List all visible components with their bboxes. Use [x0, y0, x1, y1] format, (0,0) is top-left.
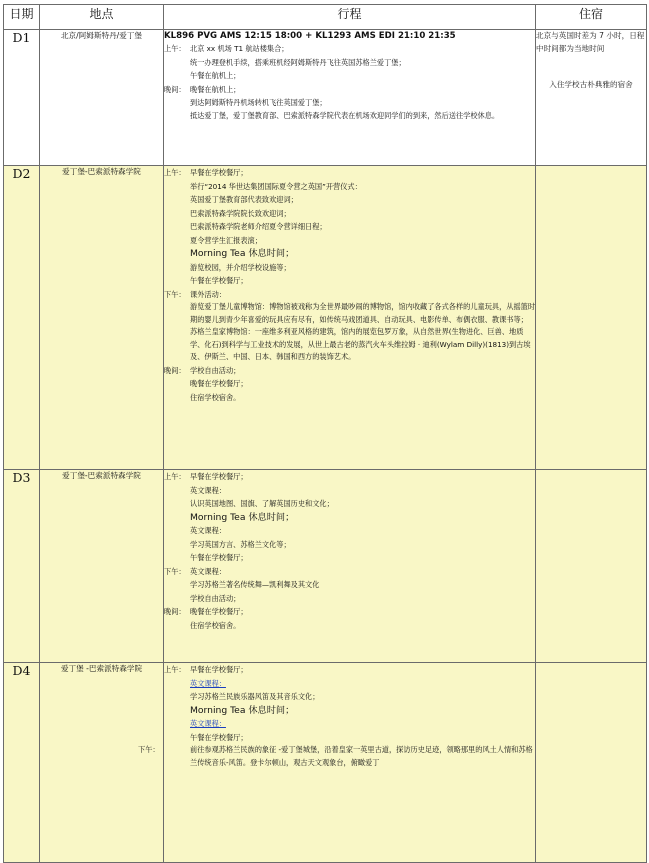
schedule-text: 英文课程：	[190, 566, 226, 576]
schedule-text: 晚餐在学校餐厅；	[190, 607, 248, 616]
schedule-line	[164, 326, 535, 364]
schedule-line	[164, 619, 535, 633]
header-day: 日期	[4, 5, 40, 30]
schedule-line	[164, 578, 535, 592]
schedule-text: 抵达爱丁堡，爱丁堡教育部、巴索派特森学院代表在机场欢迎同学们的到来，然后送往学校休息。	[190, 110, 500, 120]
schedule-line	[164, 677, 535, 691]
schedule-text: 早餐在学校餐厅；	[190, 168, 248, 177]
day-row	[4, 166, 647, 470]
course-link[interactable]: 英文课程：	[190, 678, 226, 688]
schedule-line	[164, 274, 535, 288]
schedule-line	[164, 511, 535, 525]
schedule-text: 课外活动：	[190, 289, 226, 299]
schedule-line	[164, 220, 535, 234]
schedule-text: 夏令营学生汇报表演；	[190, 235, 262, 245]
schedule-period-line	[164, 288, 535, 302]
schedule-text: 早餐在学校餐厅；	[190, 665, 248, 674]
schedule-period-line	[164, 565, 535, 579]
schedule-text: 英国爱丁堡教育部代表致欢迎词；	[190, 195, 298, 204]
schedule-cell	[138, 663, 536, 863]
period-label: 上午：	[164, 472, 186, 481]
schedule-text: 午餐在航机上；	[190, 71, 241, 80]
flight-info: KL896 PVG AMS 12:15 18:00 + KL1293 AMS EDI 21:10 21:35	[164, 31, 456, 41]
schedule-line	[164, 391, 535, 405]
schedule-text: 到达阿姆斯特丹机场转机飞往英国爱丁堡；	[190, 98, 327, 107]
period-label: 晚间：	[164, 84, 186, 94]
schedule-text: Morning Tea 休息时间；	[190, 248, 295, 259]
schedule-line	[164, 193, 535, 207]
stay-cell	[536, 166, 647, 470]
header-place: 地点	[40, 5, 164, 30]
schedule-line	[164, 110, 535, 123]
stay-note: 入住学校古朴典雅的宿舍	[549, 80, 633, 89]
schedule-text: 住宿学校宿舍。	[190, 620, 241, 630]
schedule-period-line	[164, 663, 535, 677]
schedule-line	[164, 377, 535, 391]
schedule-period-line	[164, 83, 535, 97]
schedule-text: 巴索派特森学院院长致欢迎词；	[190, 208, 291, 218]
schedule-cell	[164, 30, 536, 166]
header-schedule: 行程	[164, 5, 536, 30]
schedule-text: 英文课程：	[190, 485, 226, 495]
schedule-text: 巴索派特森学院老师介绍夏令营详细日程；	[190, 222, 327, 231]
place-cell: 爱丁堡-巴索派特森学院	[40, 470, 164, 663]
schedule-line	[164, 551, 535, 565]
schedule-line	[164, 96, 535, 110]
schedule-period-line	[164, 470, 535, 484]
day-cell: D2	[4, 166, 40, 470]
schedule-text: 午餐在学校餐厅；	[190, 276, 248, 285]
schedule-line	[164, 731, 535, 745]
header-row	[4, 5, 647, 30]
period-label: 上午：	[164, 44, 186, 53]
schedule-text: 晚餐在航机上；	[190, 84, 241, 94]
schedule-text: 学校自由活动；	[190, 365, 241, 375]
schedule-period-line	[164, 364, 535, 378]
schedule-line	[164, 234, 535, 248]
period-label: 上午：	[164, 168, 186, 177]
schedule-line	[164, 261, 535, 275]
schedule-line	[164, 247, 535, 261]
stay-cell	[536, 663, 647, 863]
schedule-line	[164, 538, 535, 552]
schedule-text: Morning Tea 休息时间；	[190, 704, 295, 716]
itinerary-table	[3, 4, 647, 863]
schedule-line	[164, 704, 535, 718]
schedule-line	[164, 717, 535, 731]
schedule-period-line	[138, 744, 535, 769]
schedule-text: 午餐在学校餐厅；	[190, 732, 248, 742]
schedule-text: 英文课程：	[190, 526, 226, 535]
stay-note: 北京与英国时差为 7 小时，日程中时间都为当地时间	[536, 31, 645, 53]
period-label: 下午：	[164, 566, 186, 576]
schedule-period-line	[164, 605, 535, 619]
schedule-text: 住宿学校宿舍。	[190, 392, 241, 402]
stay-cell	[536, 470, 647, 663]
schedule-line	[164, 301, 535, 326]
place-cell: 爱丁堡-巴索派特森学院	[40, 166, 164, 470]
schedule-cell	[164, 470, 536, 663]
schedule-line	[164, 592, 535, 606]
schedule-text: 认识英国地图、国旗、了解英国历史和文化；	[190, 499, 334, 508]
schedule-period-line	[164, 166, 535, 180]
schedule-text: 学习英国方言、苏格兰文化等；	[190, 539, 291, 549]
schedule-text: 北京 xx 机场 T1 航站楼集合；	[190, 44, 289, 53]
schedule-cell	[164, 166, 536, 470]
schedule-text: 学校自由活动；	[190, 593, 241, 603]
schedule-line	[164, 56, 535, 70]
course-link[interactable]: 英文课程：	[190, 719, 226, 728]
schedule-period-line	[164, 42, 535, 56]
place-cell: 爱丁堡 -巴索派特森学院	[40, 663, 164, 863]
schedule-text: 举行“2014 华世达集团国际夏令营之英国”开营仪式：	[190, 181, 362, 191]
period-label: 上午：	[164, 665, 186, 674]
schedule-text: 午餐在学校餐厅；	[190, 553, 248, 562]
schedule-line	[164, 69, 535, 83]
schedule-line	[164, 497, 535, 511]
schedule-text: 学习苏格兰民族乐器风笛及其音乐文化；	[190, 692, 320, 701]
schedule-line	[164, 484, 535, 498]
day-cell: D3	[4, 470, 40, 663]
day-cell: D1	[4, 30, 40, 166]
period-label: 晚间：	[164, 607, 186, 616]
period-label: 下午：	[138, 745, 160, 754]
place-cell: 北京/阿姆斯特丹/爱丁堡	[40, 30, 164, 166]
schedule-line	[164, 207, 535, 221]
schedule-text: Morning Tea 休息时间；	[190, 511, 295, 523]
schedule-line	[164, 690, 535, 704]
schedule-line	[164, 524, 535, 538]
stay-cell	[536, 30, 647, 166]
day-row	[4, 663, 647, 863]
schedule-text: 苏格兰皇家博物馆：一座维多利亚风格的建筑，馆内的展览包罗万象，从自然世界(生物进化、巨兽、地质学、化石)到科学与工业技术的发展，从世上最古老的蒸汽火车头维拉姆 · 迪利(Wylam Dilly)(1813)到古埃及、伊斯兰、中国、日本、韩国和西方的装饰艺术。	[190, 327, 531, 361]
period-label: 下午：	[164, 289, 186, 299]
day-row	[4, 470, 647, 663]
schedule-line	[164, 180, 535, 194]
schedule-text: 游览爱丁堡儿童博物馆：博物馆被戏称为全世界最吵闹的博物馆，馆内收藏了各式各样的儿童玩具，从摇篮时期的婴儿到青少年喜爱的玩具应有尽有，如传统马戏团道具、自动玩具、电影传单、布偶衣服、教课书等；	[190, 302, 536, 324]
day-cell: D4	[4, 663, 40, 863]
schedule-text: 早餐在学校餐厅；	[190, 472, 248, 481]
period-label: 晚间：	[164, 365, 186, 375]
day-row	[4, 30, 647, 166]
header-stay: 住宿	[536, 5, 647, 30]
schedule-text: 前往参观苏格兰民族的象征 -爱丁堡城堡，沿着皇家一英里古道，探访历史足迹，领略那里的风土人情和苏格兰传统音乐-风笛。登卡尔顿山，观古天文观象台，俯瞰爱丁	[190, 745, 533, 767]
schedule-text: 统一办理登机手续，搭乘班机经阿姆斯特丹飞往英国苏格兰爱丁堡；	[190, 57, 406, 67]
schedule-text: 学习苏格兰著名传统舞—凯利舞及其文化	[190, 580, 320, 589]
schedule-text: 晚餐在学校餐厅；	[190, 379, 248, 388]
schedule-text: 游览校园，并介绍学校设施等；	[190, 262, 291, 272]
